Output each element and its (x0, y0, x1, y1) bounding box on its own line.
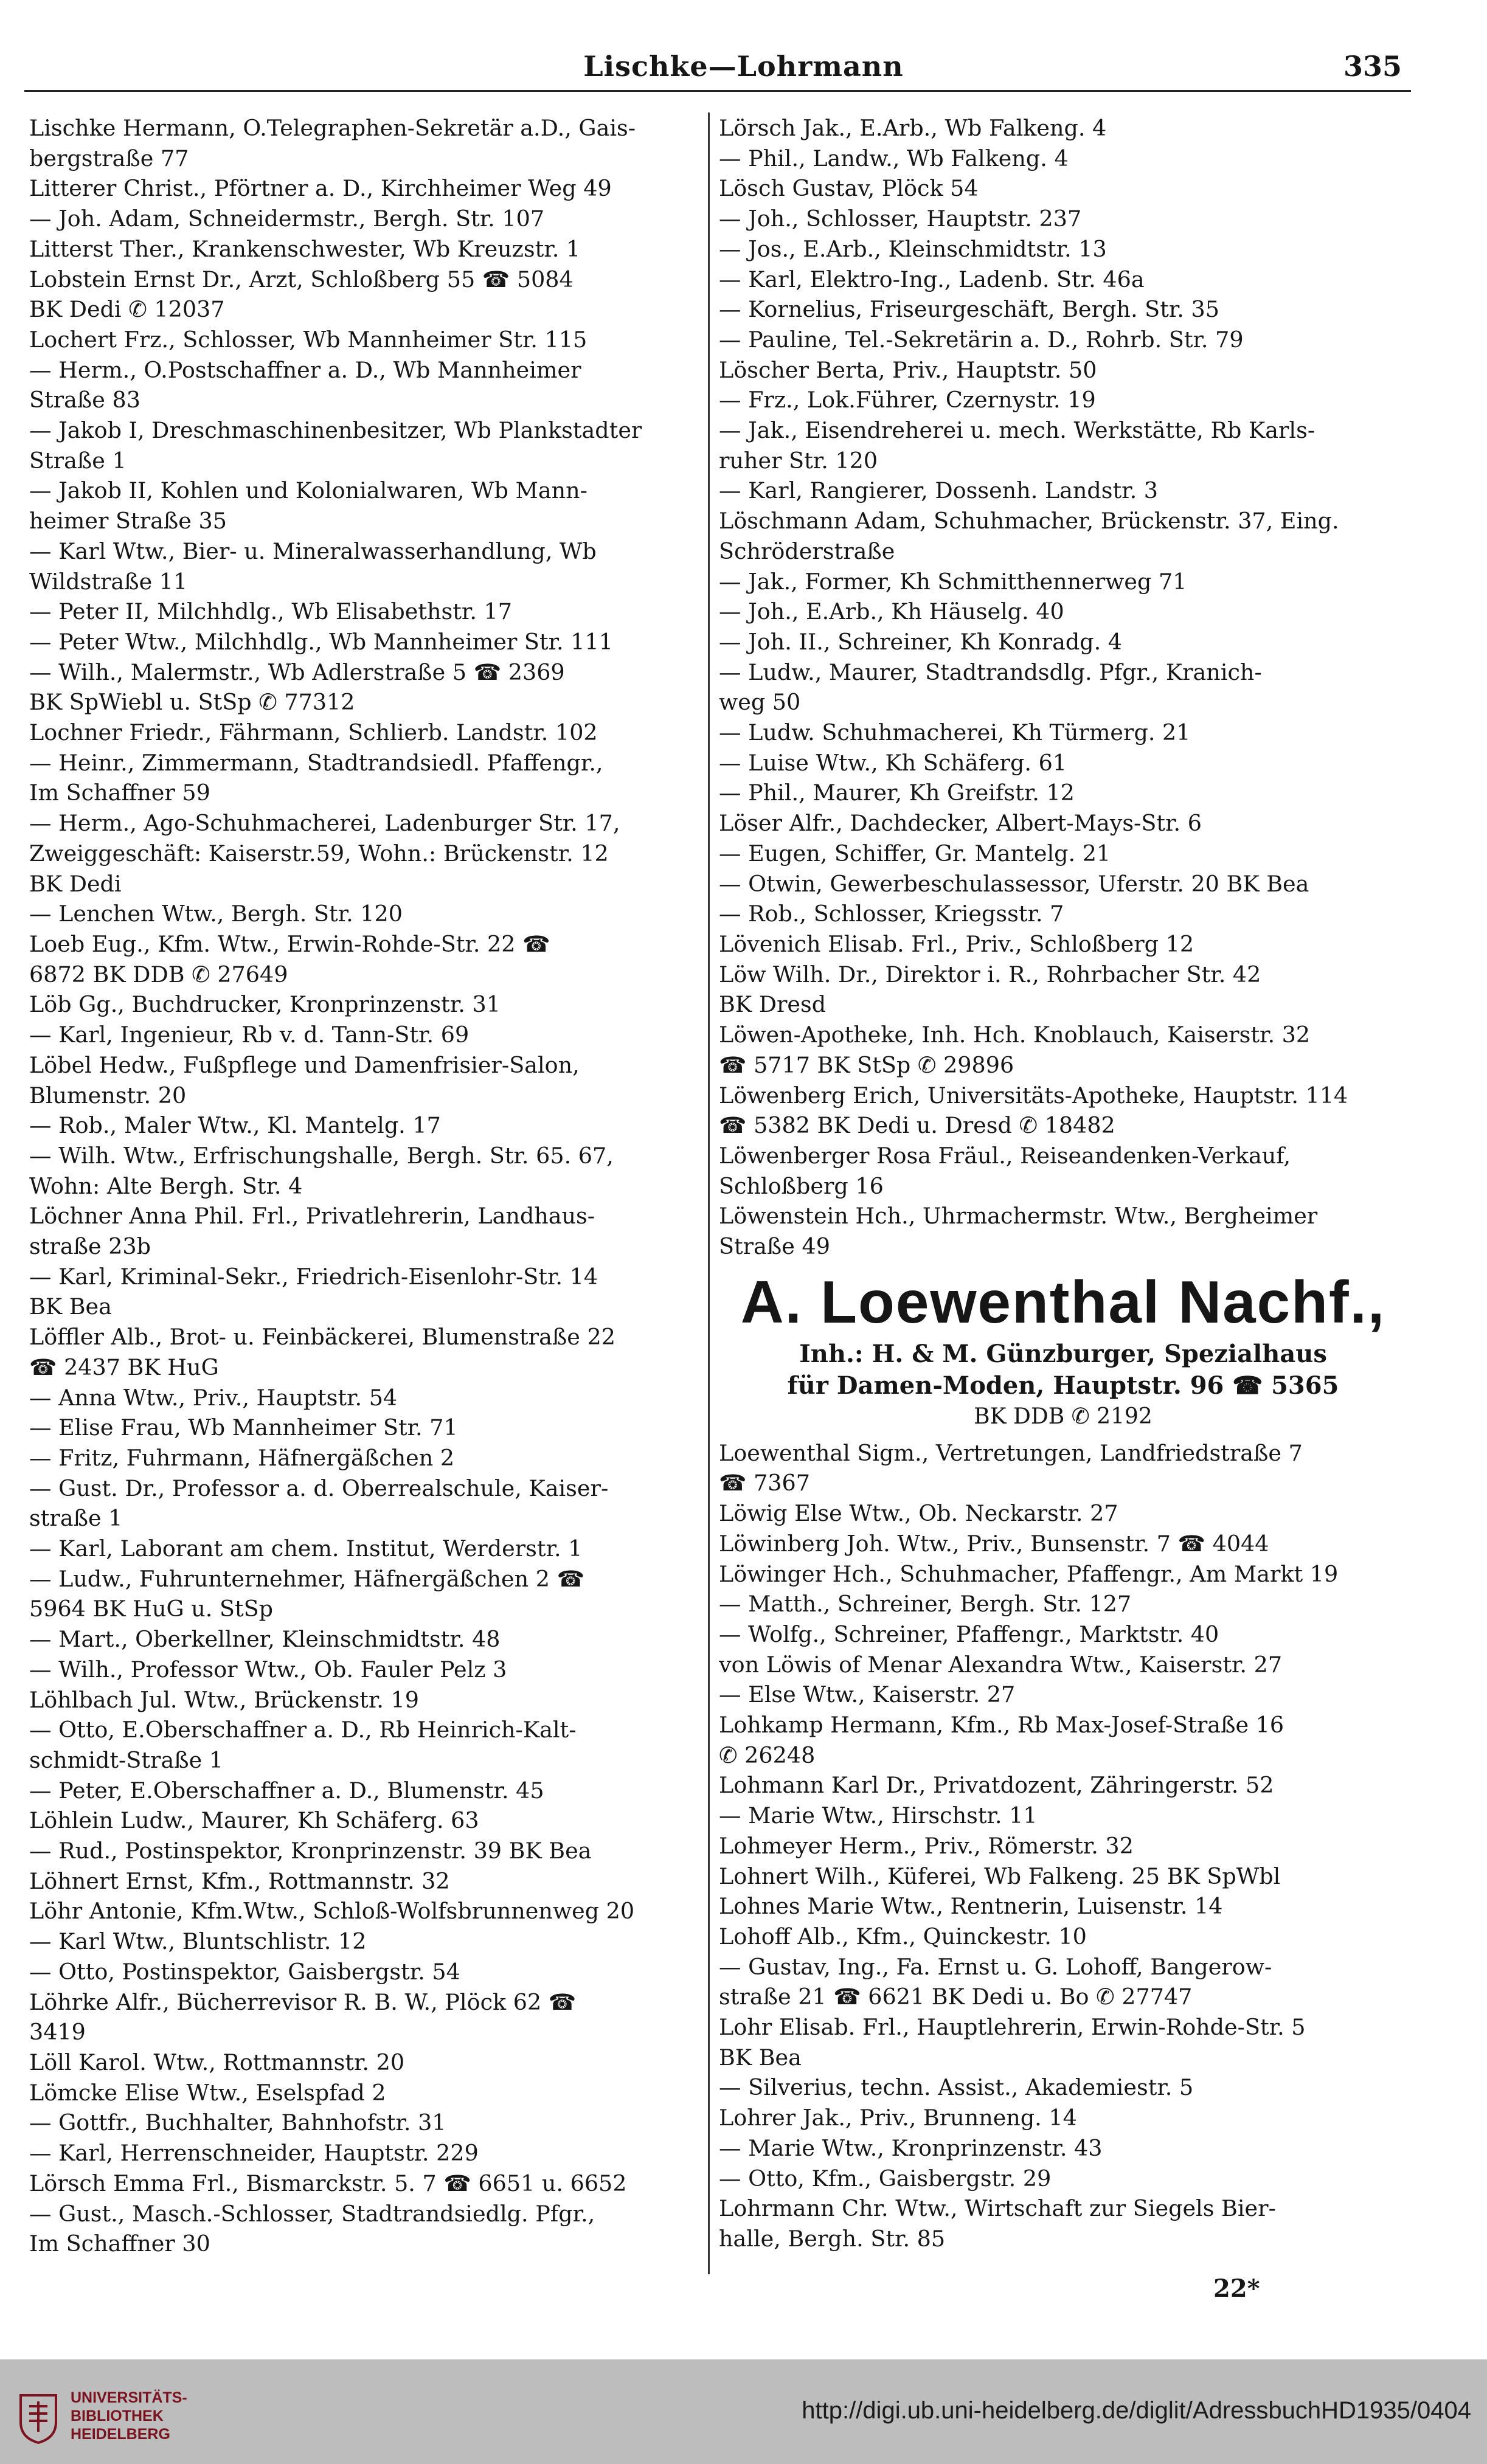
directory-entry: Löhlbach Jul. Wtw., Brückenstr. 19 (29, 1686, 419, 1713)
directory-entry: — Ludw., Fuhrunternehmer, Häfnergäßchen 2 ☎ (29, 1565, 585, 1592)
directory-entry: Lischke Hermann, O.Telegraphen-Sekretär a.D., Gais- (29, 115, 636, 141)
directory-entry: — Gust. Dr., Professor a. d. Oberrealschule, Kaiser- (29, 1475, 609, 1501)
directory-entry: — Ludw., Maurer, Stadtrandsdlg. Pfgr., Kranich- (719, 659, 1262, 685)
directory-entry: Löser Alfr., Dachdecker, Albert-Mays-Str. 6 (719, 810, 1202, 837)
directory-entry: — Herm., Ago-Schuhmacherei, Ladenburger Str. 17, (29, 810, 620, 837)
source-url-link[interactable]: http://digi.ub.uni-heidelberg.de/diglit/AdressbuchHD1935/0404 (802, 2397, 1471, 2424)
directory-entry: Lohnert Wilh., Küferei, Wb Falkeng. 25 BK SpWbl (719, 1863, 1281, 1889)
directory-entry: Lohr Elisab. Frl., Hauptlehrerin, Erwin-Rohde-Str. 5 (719, 2014, 1306, 2041)
directory-entry: — Joh. II., Schreiner, Kh Konradg. 4 (719, 628, 1123, 655)
directory-entry: Litterst Ther., Krankenschwester, Wb Kreuzstr. 1 (29, 235, 581, 262)
directory-entry: — Karl Wtw., Bier- u. Mineralwasserhandlung, Wb (29, 538, 597, 564)
directory-entry: — Peter Wtw., Milchhdlg., Wb Mannheimer Str. 111 (29, 628, 613, 655)
directory-entry: — Kornelius, Friseurgeschäft, Bergh. Str. 35 (719, 296, 1219, 323)
directory-entry: Wildstraße 11 (29, 568, 188, 595)
directory-entry: — Karl Wtw., Bluntschlistr. 12 (29, 1928, 367, 1955)
directory-entry: Löffler Alb., Brot- u. Feinbäckerei, Blumenstraße 22 (29, 1324, 615, 1351)
directory-entry: — Pauline, Tel.-Sekretärin a. D., Rohrb. Str. 79 (719, 326, 1244, 353)
directory-entry: bergstraße 77 (29, 145, 189, 171)
directory-entry: — Rob., Maler Wtw., Kl. Mantelg. 17 (29, 1112, 441, 1139)
signature-mark: 22* (1213, 2274, 1260, 2303)
directory-entry: Lobstein Ernst Dr., Arzt, Schloßberg 55 ☎ 5084 (29, 266, 574, 292)
column-divider (708, 112, 710, 2274)
directory-entry: — Silverius, techn. Assist., Akademiestr. 5 (719, 2074, 1194, 2101)
directory-entry: BK Bea (719, 2044, 802, 2071)
logo-line-2: BIBLIOTHEK (71, 2407, 164, 2424)
directory-entry: Löscher Berta, Priv., Hauptstr. 50 (719, 356, 1097, 383)
directory-entry: Zweiggeschäft: Kaiserstr.59, Wohn.: Brückenstr. 12 (29, 840, 609, 867)
directory-entry: — Karl, Elektro-Ing., Ladenb. Str. 46a (719, 266, 1145, 292)
directory-entry: Löchner Anna Phil. Frl., Privatlehrerin, Landhaus- (29, 1203, 595, 1230)
directory-entry: 5964 BK HuG u. StSp (29, 1596, 274, 1622)
logo-line-1: UNIVERSITÄTS- (71, 2389, 187, 2406)
directory-entry: Löhlein Ludw., Maurer, Kh Schäferg. 63 (29, 1807, 479, 1834)
directory-entry: — Else Wtw., Kaiserstr. 27 (719, 1681, 1016, 1708)
directory-entry: Löwinger Hch., Schuhmacher, Pfaffengr., Am Markt 19 (719, 1560, 1339, 1587)
directory-entry: — Gustav, Ing., Fa. Ernst u. G. Lohoff, Bangerow- (719, 1953, 1272, 1980)
directory-entry: 3419 (29, 2019, 86, 2046)
header-rule (24, 90, 1411, 92)
directory-entry: Löwen-Apotheke, Inh. Hch. Knoblauch, Kaiserstr. 32 (719, 1022, 1311, 1048)
directory-entry: Lochner Friedr., Fährmann, Schlierb. Landstr. 102 (29, 719, 598, 746)
directory-entry: ☎ 7367 (719, 1470, 810, 1497)
directory-entry: — Jakob I, Dreschmaschinenbesitzer, Wb Plankstadter (29, 417, 642, 444)
directory-entry: Löwinberg Joh. Wtw., Priv., Bunsenstr. 7 ☎ 4044 (719, 1530, 1269, 1557)
directory-entry: Löwenberger Rosa Fräul., Reiseandenken-Verkauf, (719, 1142, 1291, 1169)
directory-entry: Lohkamp Hermann, Kfm., Rb Max-Josef-Straße 16 (719, 1712, 1284, 1739)
advertisement (719, 1265, 1407, 1432)
directory-entry: — Jos., E.Arb., Kleinschmidtstr. 13 (719, 235, 1107, 262)
directory-entry: Lohoff Alb., Kfm., Quinckestr. 10 (719, 1923, 1087, 1950)
directory-entry: Lohrmann Chr. Wtw., Wirtschaft zur Siegels Bier- (719, 2195, 1276, 2222)
directory-entry: ruher Str. 120 (719, 447, 878, 474)
directory-entry: Schröderstraße (719, 538, 895, 564)
directory-entry: BK Bea (29, 1293, 112, 1320)
right-column (719, 113, 1407, 2254)
directory-entry: Löhrke Alfr., Bücherrevisor R. B. W., Plöck 62 ☎ (29, 1988, 577, 2015)
directory-entry: — Gust., Masch.-Schlosser, Stadtrandsiedlg. Pfgr., (29, 2200, 595, 2227)
directory-entry: — Phil., Landw., Wb Falkeng. 4 (719, 145, 1069, 171)
directory-entry: Loeb Eug., Kfm. Wtw., Erwin-Rohde-Str. 22 ☎ (29, 930, 550, 957)
library-logo-text (71, 2389, 187, 2443)
advert-shop-line: für Damen-Moden, Hauptstr. 96 ☎ 5365 (787, 1371, 1339, 1400)
directory-entry: Straße 49 (719, 1233, 830, 1260)
directory-entry: BK SpWiebl u. StSp ✆ 77312 (29, 689, 355, 716)
directory-entry: Lohnes Marie Wtw., Rentnerin, Luisenstr. 14 (719, 1893, 1223, 1920)
directory-entry: — Lenchen Wtw., Bergh. Str. 120 (29, 901, 403, 927)
directory-entry: — Wilh., Professor Wtw., Ob. Fauler Pelz 3 (29, 1656, 507, 1683)
left-column (29, 113, 703, 2259)
directory-entry: — Elise Frau, Wb Mannheimer Str. 71 (29, 1414, 458, 1441)
directory-entry: — Mart., Oberkellner, Kleinschmidtstr. 48 (29, 1626, 501, 1653)
directory-entry: Löbel Hedw., Fußpflege und Damenfrisier-Salon, (29, 1051, 580, 1078)
directory-entry: straße 21 ☎ 6621 BK Dedi u. Bo ✆ 27747 (719, 1984, 1193, 2010)
directory-entry: weg 50 (719, 689, 801, 716)
directory-entry: Löll Karol. Wtw., Rottmannstr. 20 (29, 2049, 405, 2075)
directory-entry: 6872 BK DDB ✆ 27649 (29, 961, 288, 988)
directory-entry: halle, Bergh. Str. 85 (719, 2226, 946, 2252)
directory-entry: BK Dedi ✆ 12037 (29, 296, 225, 323)
directory-entry: Lochert Frz., Schlosser, Wb Mannheimer Str. 115 (29, 326, 588, 353)
directory-entry: Lörsch Emma Frl., Bismarckstr. 5. 7 ☎ 6651 u. 6652 (29, 2170, 627, 2196)
directory-entry: — Wolfg., Schreiner, Pfaffengr., Marktstr. 40 (719, 1621, 1219, 1647)
directory-entry: — Luise Wtw., Kh Schäferg. 61 (719, 749, 1067, 776)
directory-entry: — Otto, E.Oberschaffner a. D., Rb Heinrich-Kalt- (29, 1717, 577, 1743)
right-column-bottom (719, 1438, 1407, 2254)
directory-entry: straße 23b (29, 1233, 151, 1260)
directory-entry: — Karl, Rangierer, Dossenh. Landstr. 3 (719, 477, 1159, 504)
directory-entry: Lohmann Karl Dr., Privatdozent, Zähringerstr. 52 (719, 1772, 1274, 1799)
right-column-top (719, 113, 1407, 1262)
page-title: Lischke—Lohrmann (583, 50, 904, 83)
directory-entry: — Joh. Adam, Schneidermstr., Bergh. Str. 107 (29, 206, 545, 232)
directory-entry: — Matth., Schreiner, Bergh. Str. 127 (719, 1591, 1132, 1618)
directory-entry: — Jak., Former, Kh Schmitthennerweg 71 (719, 568, 1187, 595)
directory-entry: — Gottfr., Buchhalter, Bahnhofstr. 31 (29, 2109, 446, 2136)
directory-entry: — Wilh., Malermstr., Wb Adlerstraße 5 ☎ 2369 (29, 659, 565, 685)
directory-entry: ✆ 26248 (719, 1742, 816, 1768)
directory-entry: — Otto, Kfm., Gaisbergstr. 29 (719, 2165, 1052, 2192)
directory-entry: straße 1 (29, 1505, 123, 1532)
advert-owner-line: Inh.: H. & M. Günzburger, Spezialhaus (799, 1339, 1327, 1368)
logo-line-3: HEIDELBERG (71, 2426, 170, 2443)
directory-entry: Lövenich Elisab. Frl., Priv., Schloßberg 12 (719, 930, 1194, 957)
directory-entry: — Phil., Maurer, Kh Greifstr. 12 (719, 780, 1075, 806)
university-seal-icon (18, 2393, 58, 2444)
directory-entry: Lömcke Elise Wtw., Eselspfad 2 (29, 2079, 386, 2106)
directory-entry: Löb Gg., Buchdrucker, Kronprinzenstr. 31 (29, 991, 501, 1018)
directory-entry: Lohrer Jak., Priv., Brunneng. 14 (719, 2105, 1077, 2131)
directory-entry: Im Schaffner 30 (29, 2230, 210, 2257)
directory-entry: Straße 1 (29, 447, 127, 474)
advert-bank-line: BK DDB ✆ 2192 (974, 1403, 1153, 1429)
directory-entry: Litterer Christ., Pförtner a. D., Kirchheimer Weg 49 (29, 175, 612, 202)
directory-entry: — Marie Wtw., Kronprinzenstr. 43 (719, 2134, 1103, 2161)
directory-entry: ☎ 2437 BK HuG (29, 1354, 219, 1380)
directory-entry: Blumenstr. 20 (29, 1082, 187, 1109)
directory-entry: — Joh., Schlosser, Hauptstr. 237 (719, 206, 1082, 232)
directory-entry: Löwig Else Wtw., Ob. Neckarstr. 27 (719, 1500, 1118, 1527)
directory-entry: ☎ 5717 BK StSp ✆ 29896 (719, 1051, 1014, 1078)
directory-entry: Löhr Antonie, Kfm.Wtw., Schloß-Wolfsbrunnenweg 20 (29, 1898, 635, 1925)
directory-entry: — Peter, E.Oberschaffner a. D., Blumenstr. 45 (29, 1777, 544, 1804)
directory-entry: — Jakob II, Kohlen und Kolonialwaren, Wb Mann- (29, 477, 588, 504)
directory-entry: — Jak., Eisendreherei u. mech. Werkstätte, Rb Karls- (719, 417, 1315, 444)
directory-entry: — Eugen, Schiffer, Gr. Mantelg. 21 (719, 840, 1111, 867)
directory-entry: — Otwin, Gewerbeschulassessor, Uferstr. 20 BK Bea (719, 870, 1309, 897)
directory-entry: — Rud., Postinspektor, Kronprinzenstr. 39 BK Bea (29, 1838, 592, 1864)
directory-entry: — Heinr., Zimmermann, Stadtrandsiedl. Pfaffengr., (29, 749, 603, 776)
directory-entry: — Marie Wtw., Hirschstr. 11 (719, 1802, 1038, 1829)
advert-company-name: A. Loewenthal Nachf., (740, 1268, 1386, 1335)
directory-entry: — Ludw. Schuhmacherei, Kh Türmerg. 21 (719, 719, 1191, 746)
directory-entry: — Rob., Schlosser, Kriegsstr. 7 (719, 901, 1064, 927)
directory-entry: Löw Wilh. Dr., Direktor i. R., Rohrbacher Str. 42 (719, 961, 1261, 988)
directory-entry: Lohmeyer Herm., Priv., Römerstr. 32 (719, 1832, 1134, 1859)
directory-entry: Löhnert Ernst, Kfm., Rottmannstr. 32 (29, 1867, 450, 1894)
viewer-footer (0, 2359, 1487, 2464)
directory-entry: — Wilh. Wtw., Erfrischungshalle, Bergh. Str. 65. 67, (29, 1142, 614, 1169)
directory-entry: Lösch Gustav, Plöck 54 (719, 175, 979, 202)
directory-entry: schmidt-Straße 1 (29, 1746, 224, 1773)
directory-entry: — Peter II, Milchhdlg., Wb Elisabethstr. 17 (29, 598, 512, 625)
directory-entry: BK Dresd (719, 991, 827, 1018)
directory-entry: Löwenberg Erich, Universitäts-Apotheke, Hauptstr. 114 (719, 1082, 1348, 1109)
directory-entry: — Anna Wtw., Priv., Hauptstr. 54 (29, 1384, 398, 1411)
directory-entry: Löwenstein Hch., Uhrmachermstr. Wtw., Bergheimer (719, 1203, 1318, 1230)
directory-entry: — Herm., O.Postschaffner a. D., Wb Mannheimer (29, 356, 581, 383)
directory-entry: — Frz., Lok.Führer, Czernystr. 19 (719, 387, 1096, 414)
directory-entry: Löschmann Adam, Schuhmacher, Brückenstr. 37, Eing. (719, 508, 1339, 535)
directory-entry: — Karl, Kriminal-Sekr., Friedrich-Eisenlohr-Str. 14 (29, 1263, 598, 1290)
directory-entry: Straße 83 (29, 387, 140, 414)
directory-entry: Lörsch Jak., E.Arb., Wb Falkeng. 4 (719, 115, 1107, 141)
directory-entry: — Joh., E.Arb., Kh Häuselg. 40 (719, 598, 1064, 625)
directory-entry: ☎ 5382 BK Dedi u. Dresd ✆ 18482 (719, 1112, 1115, 1139)
directory-entry: von Löwis of Menar Alexandra Wtw., Kaiserstr. 27 (719, 1651, 1283, 1678)
directory-entry: — Otto, Postinspektor, Gaisbergstr. 54 (29, 1958, 460, 1985)
directory-entry: — Karl, Herrenschneider, Hauptstr. 229 (29, 2140, 479, 2167)
directory-entry: Wohn: Alte Bergh. Str. 4 (29, 1172, 303, 1199)
directory-entry: — Karl, Ingenieur, Rb v. d. Tann-Str. 69 (29, 1022, 470, 1048)
directory-entry: — Karl, Laborant am chem. Institut, Werderstr. 1 (29, 1535, 583, 1562)
directory-entry: Im Schaffner 59 (29, 780, 210, 806)
directory-entry: — Fritz, Fuhrmann, Häfnergäßchen 2 (29, 1444, 455, 1471)
directory-entry: BK Dedi (29, 870, 122, 897)
directory-entry: Schloßberg 16 (719, 1172, 884, 1199)
directory-entry: Loewenthal Sigm., Vertretungen, Landfriedstraße 7 (719, 1439, 1303, 1466)
page-number: 335 (1343, 50, 1402, 83)
directory-entry: heimer Straße 35 (29, 508, 227, 535)
